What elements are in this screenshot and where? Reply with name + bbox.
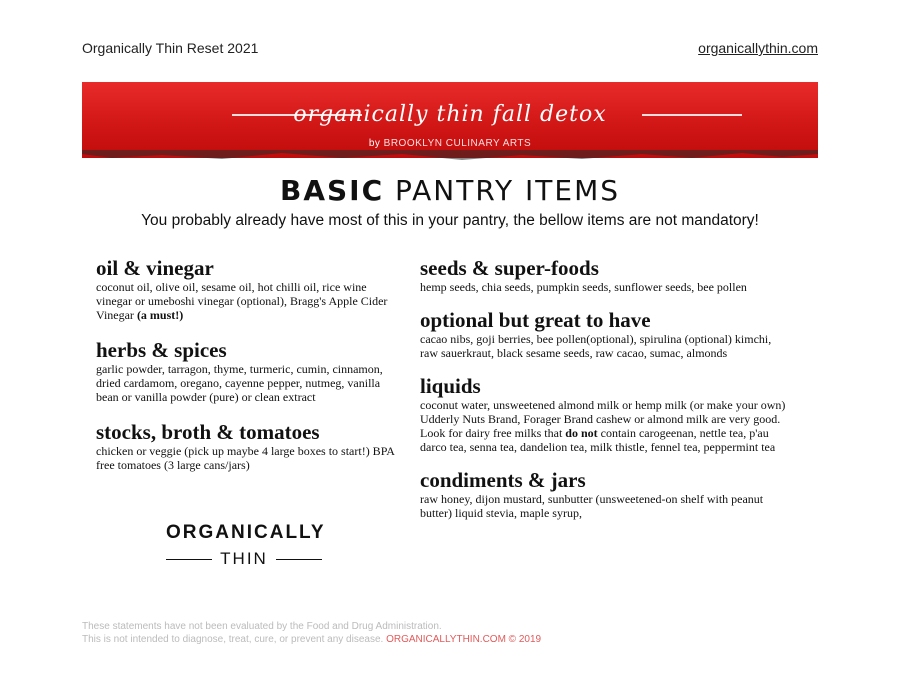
disclaimer-line-1: These statements have not been evaluated by the Food and Drug Administration.	[82, 621, 442, 632]
byline-prefix: by	[368, 138, 381, 149]
section-body: garlic powder, tarragon, thyme, turmeric, cumin, cinnamon, dried cardamom, oregano, cayenne pepper, nutmeg, vanilla bean or vanilla powder (pure) or clean extract	[96, 362, 383, 404]
section-title: condiments & jars	[420, 468, 586, 492]
logo-sub-text: THIN	[220, 549, 268, 568]
section-text: coconut oil, olive oil, sesame oil, hot chilli oil, rice wine vinegar or umeboshi vinegar (optional), Bragg's Apple Cider Vinegar	[96, 280, 388, 322]
section-seeds	[420, 256, 790, 294]
detox-banner	[82, 82, 818, 158]
section-title: liquids	[420, 374, 481, 398]
organically-thin-logo	[166, 522, 326, 570]
disclaimer-line-2	[82, 633, 541, 646]
section-title: stocks, broth & tomatoes	[96, 420, 320, 444]
section-title: optional but great to have	[420, 308, 651, 332]
section-body	[420, 398, 790, 454]
banner-brush-edge	[82, 150, 818, 162]
section-liquids	[420, 374, 790, 454]
page-title-rest: PANTRY ITEMS	[395, 174, 620, 207]
left-column	[96, 256, 396, 488]
logo-line-left	[166, 559, 212, 560]
document-header-label: Organically Thin Reset 2021	[82, 40, 259, 56]
section-body	[96, 280, 396, 322]
logo-main-text: ORGANICALLY	[166, 522, 326, 543]
banner-script-title: organically thin fall detox	[293, 102, 607, 127]
website-link[interactable]: organicallythin.com	[698, 40, 818, 56]
section-title: seeds & super-foods	[420, 256, 599, 280]
section-text-after: contain carogeenan, nettle tea, p'au darco tea, senna tea, dandelion tea, milk thistle, fennel tea, peppermint tea	[420, 426, 776, 454]
logo-line-right	[276, 559, 322, 560]
section-text: coconut water, unsweetened almond milk or hemp milk (or make your own) Udderly Nuts Brand, Forager Brand cashew or almond milk are very good. Look for dairy free milks that	[420, 398, 786, 440]
disclaimer-brand: ORGANICALLYTHIN.COM © 2019	[386, 634, 542, 645]
section-body: raw honey, dijon mustard, sunbutter (unsweetened-on shelf with peanut butter) liquid stevia, maple syrup,	[420, 492, 764, 520]
byline-brand: BROOKLYN CULINARY ARTS	[383, 138, 532, 149]
section-optional	[420, 308, 790, 360]
page-subtitle: You probably already have most of this in your pantry, the bellow items are not mandatory!	[141, 212, 759, 229]
section-emphasis: (a must!)	[136, 308, 184, 322]
page-title-bold: BASIC	[279, 174, 385, 207]
section-oil-vinegar	[96, 256, 396, 322]
section-body: chicken or veggie (pick up maybe 4 large boxes to start!) BPA free tomatoes (3 large cans/jars)	[96, 444, 395, 472]
page-title	[0, 174, 900, 207]
logo-sub-row	[166, 548, 322, 570]
section-emphasis: do not	[565, 426, 598, 440]
section-body: hemp seeds, chia seeds, pumpkin seeds, sunflower seeds, bee pollen	[420, 280, 747, 294]
banner-byline	[82, 138, 818, 149]
disclaimer-text: This is not intended to diagnose, treat, cure, or prevent any disease.	[82, 634, 384, 645]
section-body: cacao nibs, goji berries, bee pollen(optional), spirulina (optional) kimchi, raw sauerkraut, black sesame seeds, raw cacao, sumac, almonds	[420, 332, 772, 360]
section-stocks-broth	[96, 420, 396, 472]
section-condiments	[420, 468, 790, 520]
section-title: herbs & spices	[96, 338, 227, 362]
right-column	[420, 256, 790, 534]
section-herbs-spices	[96, 338, 396, 404]
section-title: oil & vinegar	[96, 256, 214, 280]
fda-disclaimer	[82, 620, 541, 646]
